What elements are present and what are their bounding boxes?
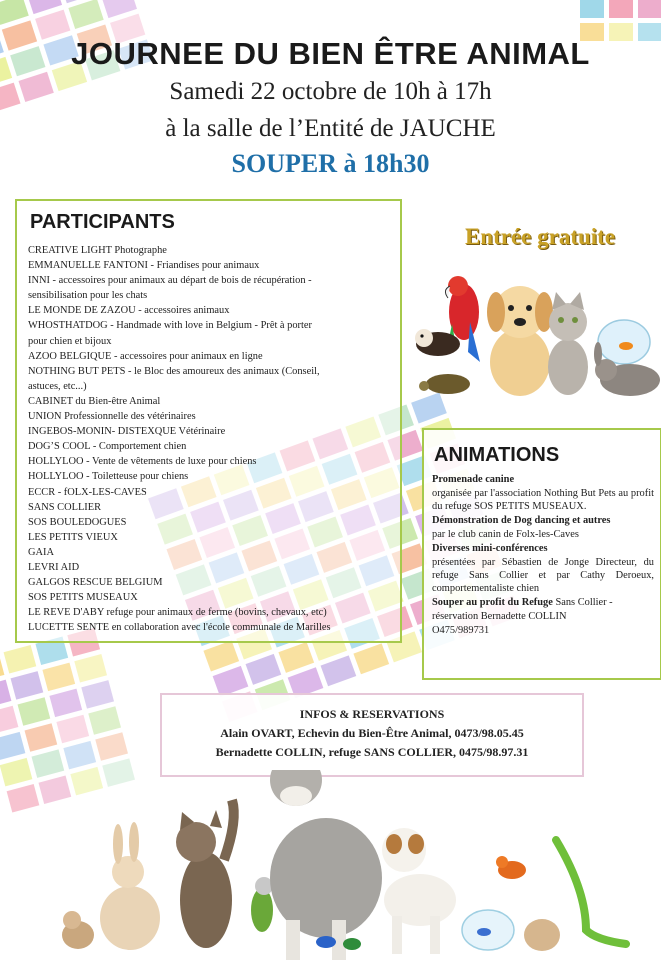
participant-item: CREATIVE LIGHT Photographe <box>28 245 167 256</box>
animations-content <box>432 473 654 638</box>
infos-contact-1: Alain OVART, Echevin du Bien-Être Animal, 0473/98.05.45 <box>220 726 524 740</box>
event-date: Samedi 22 octobre de 10h à 17h <box>169 78 492 105</box>
sheepdog-icon <box>270 770 382 960</box>
participant-item: LES PETITS VIEUX <box>28 531 118 543</box>
guinea-pig-icon <box>524 919 560 951</box>
hamster-icon <box>62 911 94 949</box>
terrier-icon <box>382 828 456 954</box>
free-entry-label: Entrée gratuite <box>464 224 616 249</box>
participant-item: HOLLYLOO - Toiletteuse pour chiens <box>28 471 189 483</box>
animations-panel <box>422 428 661 680</box>
puppy-icon <box>487 286 553 396</box>
turtle-icon <box>419 374 470 394</box>
participant-item: SOS BOULEDOGUES <box>28 516 127 528</box>
animation-heading: Diverses mini-conférences <box>432 543 548 554</box>
animation-heading: Démonstration de Dog dancing et autres <box>432 515 611 526</box>
participant-item: AZOO BELGIQUE - accessoires pour animaux en ligne <box>28 350 263 362</box>
animation-phone: O475/989731 <box>432 625 490 636</box>
animation-text: organisée par l'association Nothing But Pets au profit du refuge SOS PETITS MUSEAUX. <box>432 488 654 512</box>
lizard-icon <box>556 840 626 944</box>
participant-item: GALGOS RESCUE BELGIUM <box>28 577 163 589</box>
infos-panel <box>160 693 584 777</box>
participant-item: CABINET du Bien-être Animal <box>28 395 161 407</box>
participants-list <box>28 243 396 635</box>
dinner-time: SOUPER à 18h30 <box>231 149 430 178</box>
participant-item: LUCETTE SENTE en collaboration avec l'école communale de Marilles <box>28 622 331 634</box>
animations-title: ANIMATIONS <box>434 444 560 466</box>
page-title: JOURNEE DU BIEN ÊTRE ANIMAL <box>71 36 590 71</box>
infos-title: INFOS & RESERVATIONS <box>299 707 445 721</box>
participant-item: LE MONDE DE ZAZOU - accessoires animaux <box>28 305 230 317</box>
fishbowl-icon <box>462 910 514 950</box>
animation-text: réservation Bernadette COLLIN <box>432 611 567 622</box>
participant-item: WHOSTHATDOG - Handmade with love in Belgium - Prêt à porter <box>28 320 312 332</box>
mosaic-top-right <box>580 0 661 41</box>
animation-heading: Promenade canine <box>432 474 515 485</box>
participant-item: INNI - accessoires pour animaux au départ de bois de récupération - <box>28 275 312 287</box>
participant-item: HOLLYLOO - Vente de vêtements de luxe pour chiens <box>28 456 257 468</box>
participant-item: ECCR - fOLX-LES-CAVES <box>28 486 147 498</box>
participant-item: UNION Professionnelle des vétérinaires <box>28 411 196 423</box>
animation-text-inline: Sans Collier - <box>555 597 613 608</box>
animals-row-illustration <box>0 770 661 960</box>
participant-item: NOTHING BUT PETS - le Bloc des amoureux des animaux (Conseil, <box>28 365 320 377</box>
event-place: à la salle de l’Entité de JAUCHE <box>165 115 496 142</box>
animation-text: présentées par Sébastien de Jonge Directeur, du refuge Sans Collier et par Cathy Deroeux, comportementaliste chien <box>432 557 654 594</box>
cat-icon <box>176 800 234 948</box>
participants-title: PARTICIPANTS <box>30 211 175 233</box>
pets-group-illustration <box>412 272 660 402</box>
infos-contact-2: Bernadette COLLIN, refuge SANS COLLIER, 0475/98.97.31 <box>215 745 529 759</box>
participant-item: pour chien et bijoux <box>28 335 112 347</box>
kitten-icon <box>548 292 588 395</box>
participants-panel <box>15 199 402 643</box>
participant-item: astuces, etc...) <box>28 380 87 392</box>
participant-item: SOS PETITS MUSEAUX <box>28 592 138 604</box>
participant-item: DOG’S COOL - Comportement chien <box>28 441 187 453</box>
participant-item: SANS COLLIER <box>28 501 102 513</box>
small-parrot-icon <box>251 877 273 932</box>
participant-item: INGEBOS-MONIN- DISTEXQUE Vétérinaire <box>28 426 226 438</box>
animation-text: par le club canin de Folx-les-Caves <box>432 529 579 540</box>
participant-item: GAIA <box>28 546 54 558</box>
canary-icon <box>496 856 526 879</box>
participant-item: LEVRI AID <box>28 561 80 573</box>
animation-heading: Souper au profit du Refuge <box>432 597 553 608</box>
participant-item: LE REVE D'ABY refuge pour animaux de ferme (bovins, chevaux, etc) <box>28 607 327 619</box>
rabbit-icon <box>100 822 160 950</box>
participant-item: sensibilisation pour les chats <box>28 290 148 302</box>
participant-item: EMMANUELLE FANTONI - Friandises pour animaux <box>28 260 260 272</box>
fishbowl-icon <box>598 320 650 364</box>
